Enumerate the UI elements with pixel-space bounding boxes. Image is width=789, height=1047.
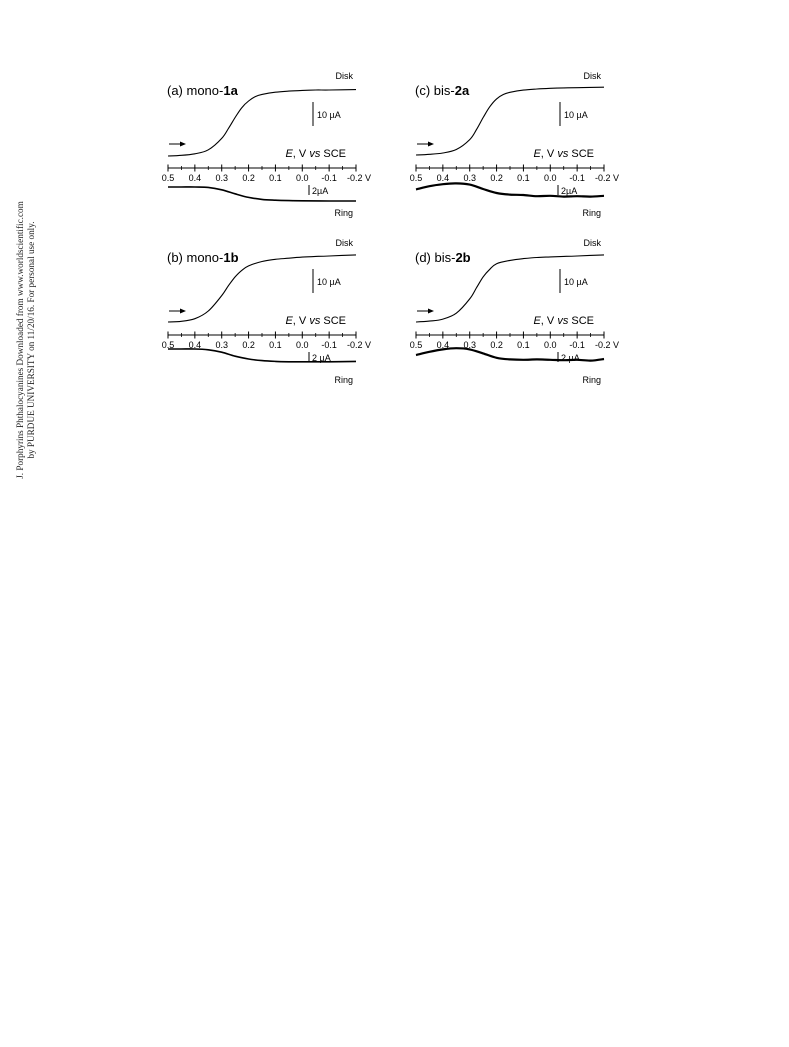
- x-tick-label: 0.0: [544, 173, 557, 183]
- x-axis-label: [285, 148, 346, 160]
- x-tick-label: 0.3: [215, 340, 228, 350]
- disk-label: Disk: [583, 238, 601, 248]
- ring-label: Ring: [582, 208, 601, 218]
- x-tick-label: 0.5: [161, 340, 175, 350]
- disk-current-line: [168, 90, 356, 156]
- panel-title-prefix: (b) mono-: [167, 250, 224, 265]
- x-tick-label: 0.1: [517, 340, 530, 350]
- x-axis-label-part: , V: [292, 315, 310, 327]
- x-tick-label: 0.0: [544, 340, 557, 350]
- panel-title: [415, 83, 470, 98]
- x-axis-label-part: vs: [309, 315, 321, 327]
- x-tick-label: -0.2 V: [595, 173, 620, 183]
- download-notice-line-1: J. Porphyrins Phthalocyanines Downloaded from www.worldscientific.com: [15, 201, 25, 479]
- x-tick-label: 0.3: [463, 340, 476, 350]
- x-axis-label-part: SCE: [568, 315, 594, 327]
- x-tick-label: 0.2: [242, 340, 255, 350]
- scan-direction-arrowhead: [428, 309, 434, 314]
- x-axis-label-part: , V: [540, 315, 558, 327]
- x-axis-label-part: E: [285, 315, 293, 327]
- chart-panel-2a: [410, 71, 619, 218]
- panel-title-compound: 2b: [455, 250, 471, 265]
- x-tick-label: 0.4: [188, 340, 202, 350]
- panel-title-compound: 2a: [454, 83, 470, 98]
- x-tick-label: 0.1: [517, 173, 530, 183]
- x-tick-label: 0.3: [463, 173, 476, 183]
- ring-scale-label: 2µA: [312, 186, 329, 196]
- disk-scale-label: 10 µA: [564, 110, 588, 120]
- scan-direction-arrowhead: [180, 142, 186, 147]
- panel-title-prefix: (c) bis-: [415, 83, 455, 98]
- x-tick-label: 0.4: [436, 173, 450, 183]
- x-axis-label-part: vs: [309, 148, 321, 160]
- x-tick-label: -0.2 V: [347, 340, 372, 350]
- x-tick-label: -0.2 V: [595, 340, 620, 350]
- x-tick-label: -0.1: [321, 173, 337, 183]
- x-tick-label: 0.5: [161, 173, 175, 183]
- x-tick-label: 0.5: [409, 340, 423, 350]
- x-tick-label: 0.1: [269, 173, 282, 183]
- x-axis-label-part: SCE: [320, 148, 346, 160]
- panel-title-compound: 1a: [223, 83, 238, 98]
- x-tick-label: 0.4: [188, 173, 202, 183]
- panel-title-prefix: (d) bis-: [415, 250, 456, 265]
- x-tick-label: 0.5: [409, 173, 423, 183]
- x-tick-label: 0.2: [490, 340, 503, 350]
- scan-direction-arrowhead: [428, 142, 434, 147]
- disk-scale-label: 10 µA: [564, 277, 588, 287]
- chart-panel-1a: [162, 71, 371, 218]
- x-tick-label: 0.0: [296, 173, 309, 183]
- x-axis-label-part: vs: [557, 315, 569, 327]
- x-axis-label-part: , V: [292, 148, 310, 160]
- panel-title-prefix: (a) mono-: [167, 83, 224, 98]
- x-axis-label-part: , V: [540, 148, 558, 160]
- x-tick-label: 0.1: [269, 340, 282, 350]
- x-axis-label: [533, 315, 594, 327]
- disk-label: Disk: [583, 71, 601, 81]
- panel-title-compound: 1b: [223, 250, 239, 265]
- ring-label: Ring: [334, 375, 353, 385]
- download-notice-line-2: by PURDUE UNIVERSITY on 11/20/16. For personal use only.: [25, 221, 36, 459]
- ring-scale-label: 2 µA: [561, 353, 580, 363]
- x-axis-label-part: E: [533, 148, 541, 160]
- x-tick-label: 0.4: [436, 340, 450, 350]
- x-axis-label-part: vs: [557, 148, 569, 160]
- x-axis-label: [533, 148, 594, 160]
- x-tick-label: -0.1: [569, 173, 585, 183]
- panel-title: [415, 250, 471, 265]
- x-axis-label-part: SCE: [568, 148, 594, 160]
- chart-panel-1b: [162, 238, 371, 385]
- scan-direction-arrowhead: [180, 309, 186, 314]
- x-tick-label: 0.2: [242, 173, 255, 183]
- ring-label: Ring: [334, 208, 353, 218]
- chart-panel-2b: [410, 238, 619, 385]
- disk-scale-label: 10 µA: [317, 110, 341, 120]
- ring-label: Ring: [582, 375, 601, 385]
- disk-label: Disk: [335, 71, 353, 81]
- ring-scale-label: 2µA: [561, 186, 578, 196]
- x-tick-label: -0.2 V: [347, 173, 372, 183]
- x-axis-label-part: E: [533, 315, 541, 327]
- x-tick-label: 0.3: [215, 173, 228, 183]
- x-axis-label: [285, 315, 346, 327]
- x-axis-label-part: SCE: [320, 315, 346, 327]
- panel-title: [167, 250, 239, 265]
- disk-label: Disk: [335, 238, 353, 248]
- ring-scale-label: 2 µA: [312, 353, 331, 363]
- disk-scale-label: 10 µA: [317, 277, 341, 287]
- x-tick-label: 0.0: [296, 340, 309, 350]
- panel-title: [167, 83, 239, 98]
- x-tick-label: -0.1: [569, 340, 585, 350]
- x-tick-label: -0.1: [321, 340, 337, 350]
- x-tick-label: 0.2: [490, 173, 503, 183]
- x-axis-label-part: E: [285, 148, 293, 160]
